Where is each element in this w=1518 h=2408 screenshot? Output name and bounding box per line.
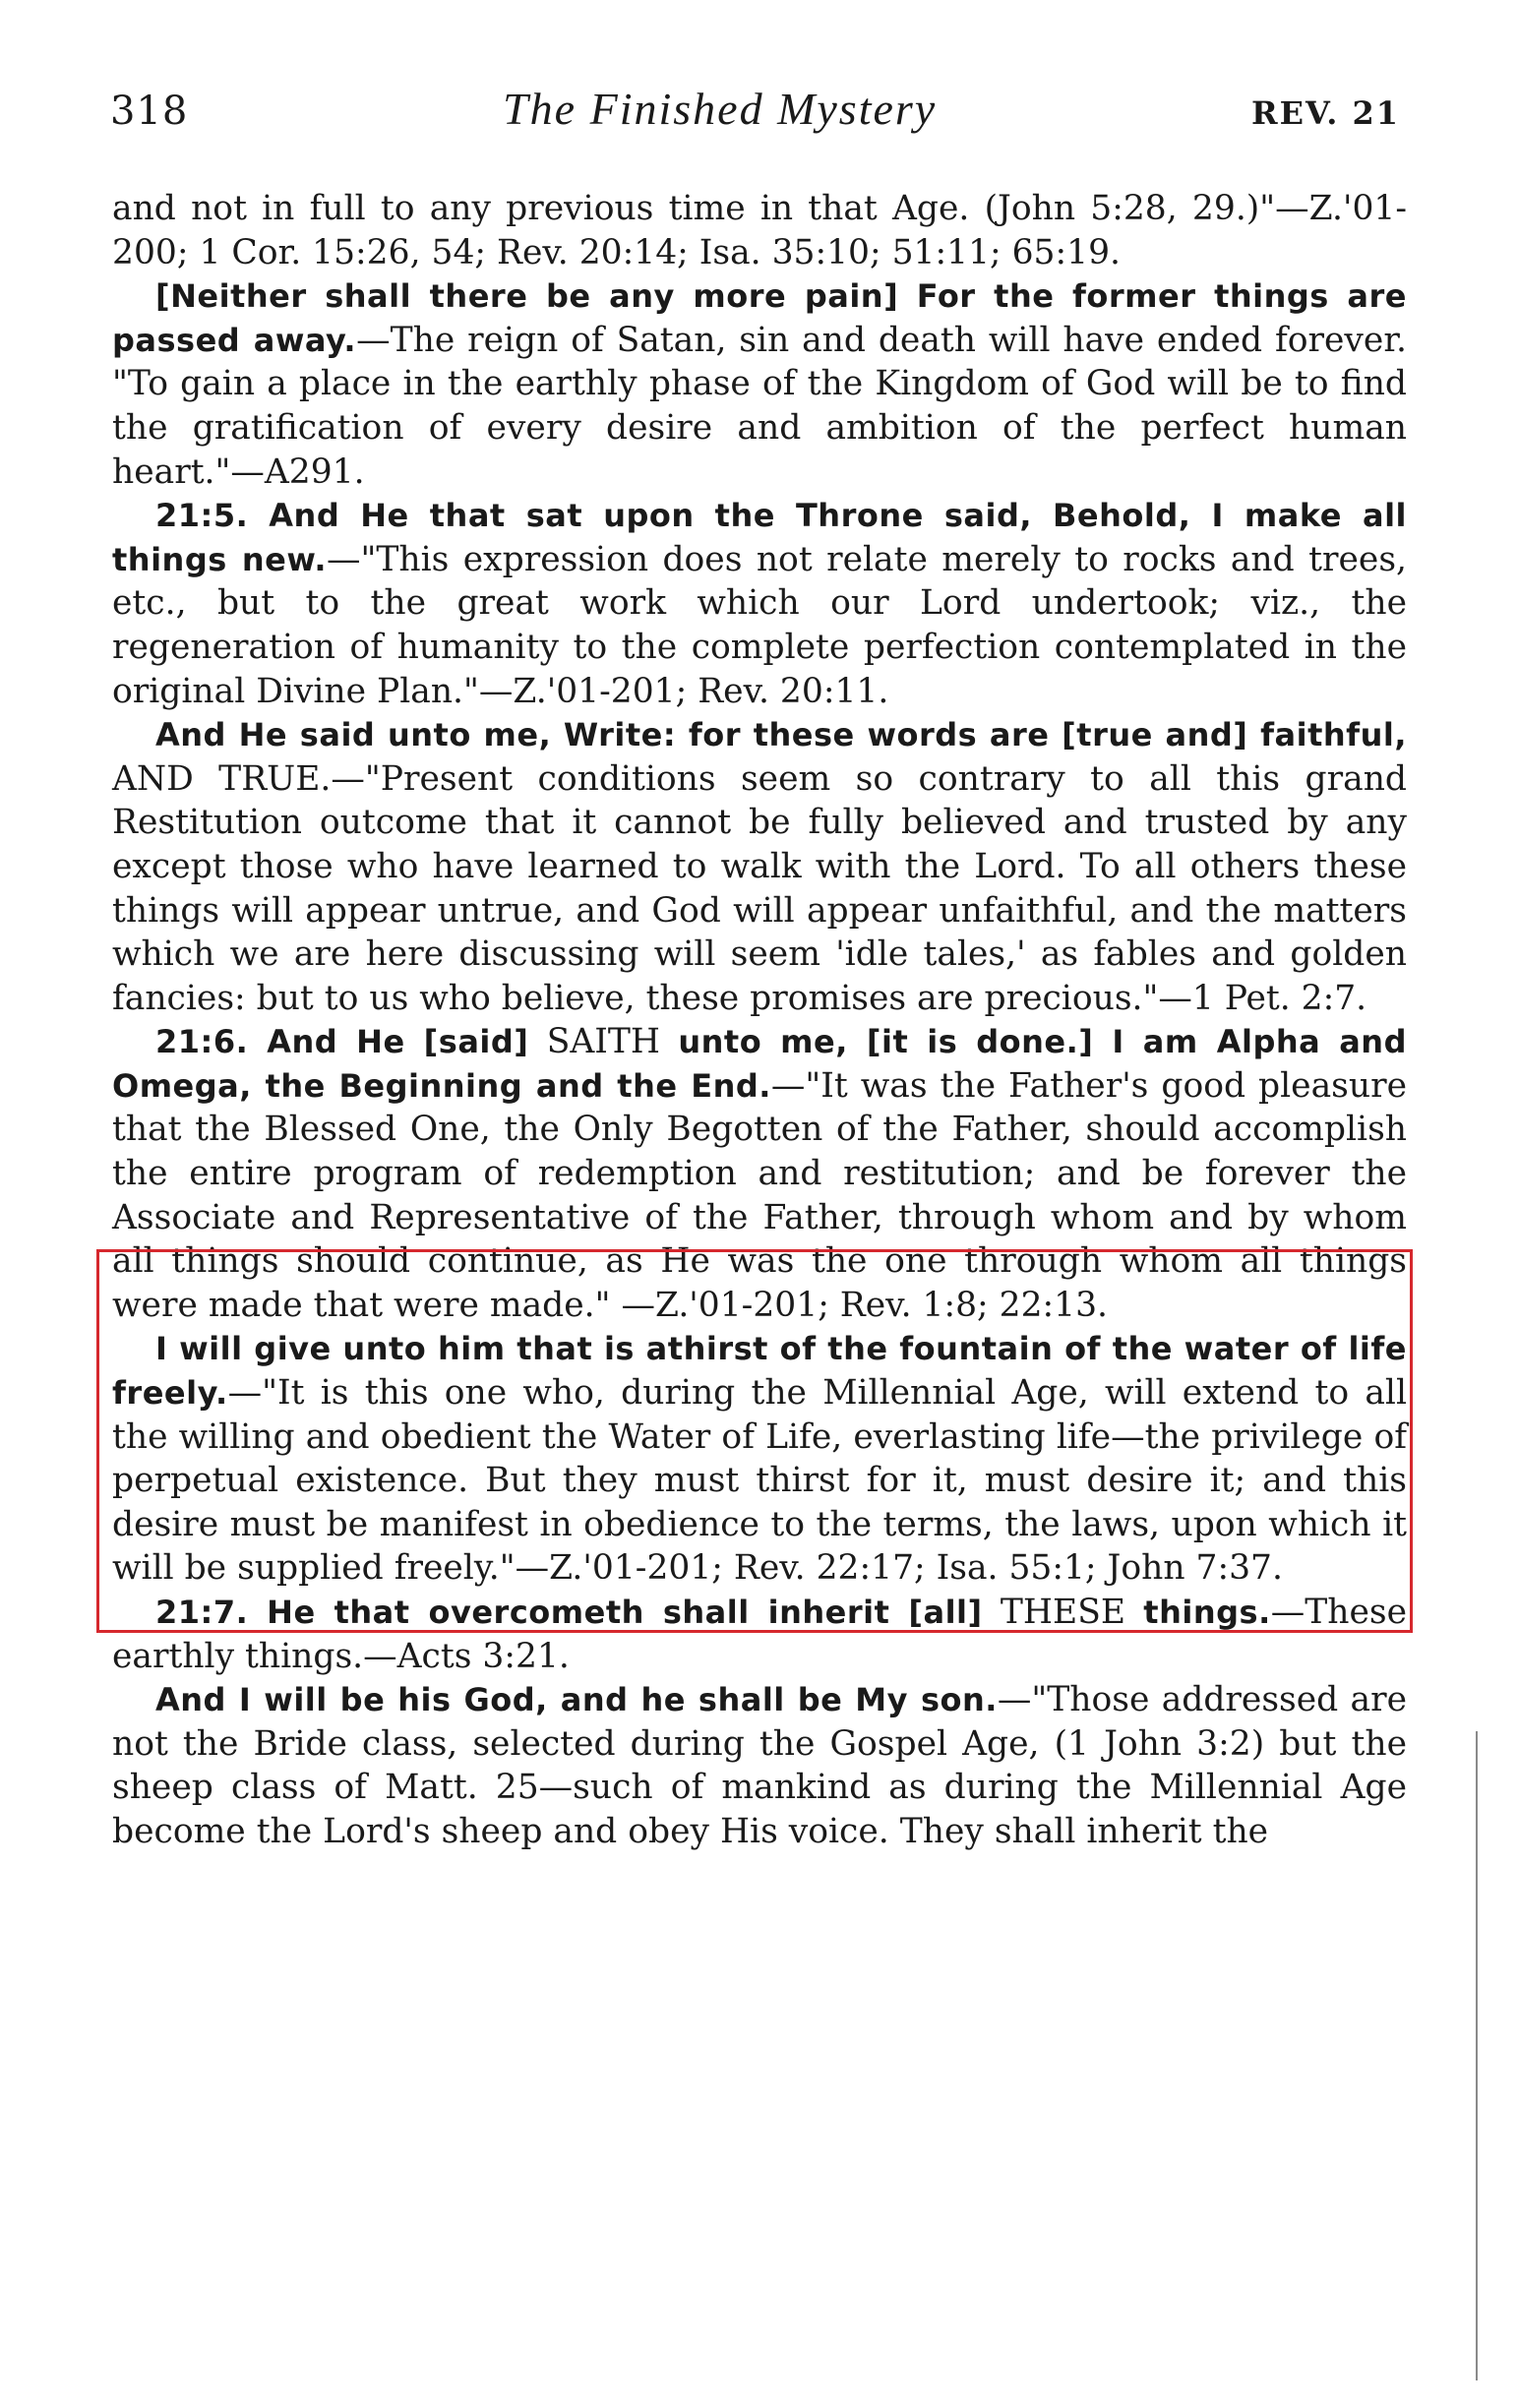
running-head [110, 83, 1400, 142]
paragraph-text: —"Those addressed are not the Bride class, selected during the Gospel Age, (1 John 3:2) but the sheep class of Matt. 25—such of mankind as during the Millennial Age become the Lord's sheep and obey His voice. They shall inherit the [112, 1680, 1408, 1851]
book-title: The Finished Mystery [503, 84, 938, 134]
paragraph-text: —"It is this one who, during the Millennial Age, will extend to all the willing and obedient the Water of Life, everlasting life—the privilege of perpetual existence. But they must thirst for it, must desire it; and this desire must be manifest in obedience to the terms, the laws, upon which it will be supplied freely."—Z.'01-201; Rev. 22:17; Isa. 55:1; John 7:37. [112, 1373, 1407, 1589]
paragraph-text: —These earthly things.—Acts 3:21. [112, 1593, 1407, 1676]
paragraph-verse-21-7 [112, 1591, 1407, 1678]
verse-heading: 21:5. And He that sat upon the Throne said, Behold, I make all things new. [112, 497, 1407, 578]
verse-heading: I will give unto him that is athirst of the fountain of the water of life freely. [112, 1330, 1407, 1413]
paragraph-neither-pain [112, 274, 1407, 494]
paragraph-athirst [112, 1327, 1407, 1591]
verse-heading-roman: THESE [982, 1593, 1144, 1632]
section-reference: REV. 21 [1250, 94, 1400, 132]
paragraph-text: —The reign of Satan, sin and death will have ended forever. "To gain a place in the earthly phase of the Kingdom of God will be to find the gratification of every desire and ambition of the perfect human heart."—A291. [112, 320, 1408, 492]
verse-heading: 21:6. And He [said] [155, 1023, 529, 1061]
paragraph-text: AND TRUE.—"Present conditions seem so contrary to all this grand Restitution outcome that it cannot be fully believed and trusted by any except those who have learned to walk with the Lord. To all others these things will appear untrue, and God will appear unfaithful, and the matters which we are here discussing will seem 'idle tales,' as fables and golden fancies: but to us who believe, these promises are precious."—1 Pet. 2:7. [112, 758, 1407, 1018]
verse-heading: 21:7. He that overcometh shall inherit [all] [155, 1594, 983, 1631]
verse-heading-continued: things. [1143, 1594, 1271, 1631]
paragraph-verse-21-5 [112, 494, 1407, 713]
paragraph-his-god [112, 1678, 1407, 1853]
verse-heading-continued: unto me, [it is done.] I am Alpha and Omega, the Beginning and the End. [112, 1023, 1407, 1105]
paragraph-write [112, 713, 1407, 1020]
margin-rule [1476, 1731, 1478, 2380]
verse-heading-roman: SAITH [528, 1022, 679, 1062]
verse-heading: [Neither shall there be any more pain] For the former things are passed away. [112, 277, 1407, 359]
paragraph-text: —"It was the Father's good pleasure that the Blessed One, the Only Begotten of the Father, should accomplish the entire program of redemption and restitution; and be forever the Associate and Representative of the Father, through whom and by whom all things should continue, as He was the one through whom all things were made that were made." —Z.'01-201; Rev. 1:8; 22:13. [112, 1065, 1407, 1325]
verse-heading: And He said unto me, Write: for these words are [true and] faithful, [155, 716, 1407, 754]
paragraph-verse-21-6 [112, 1020, 1407, 1327]
verse-heading: And I will be his God, and he shall be My son. [155, 1681, 998, 1719]
body-text [112, 187, 1407, 1854]
page-number: 318 [110, 89, 189, 134]
paragraph-text: —"This expression does not relate merely to rocks and trees, etc., but to the great work which our Lord undertook; viz., the regeneration of humanity to the complete perfection contemplated in the original Divine Plan."—Z.'01-201; Rev. 20:11. [112, 539, 1408, 711]
paragraph-continuation [112, 187, 1407, 274]
paragraph-text: and not in full to any previous time in that Age. (John 5:28, 29.)"—Z.'01-200; 1 Cor. 15:26, 54; Rev. 20:14; Isa. 35:10; 51:11; 65:19. [112, 189, 1407, 272]
